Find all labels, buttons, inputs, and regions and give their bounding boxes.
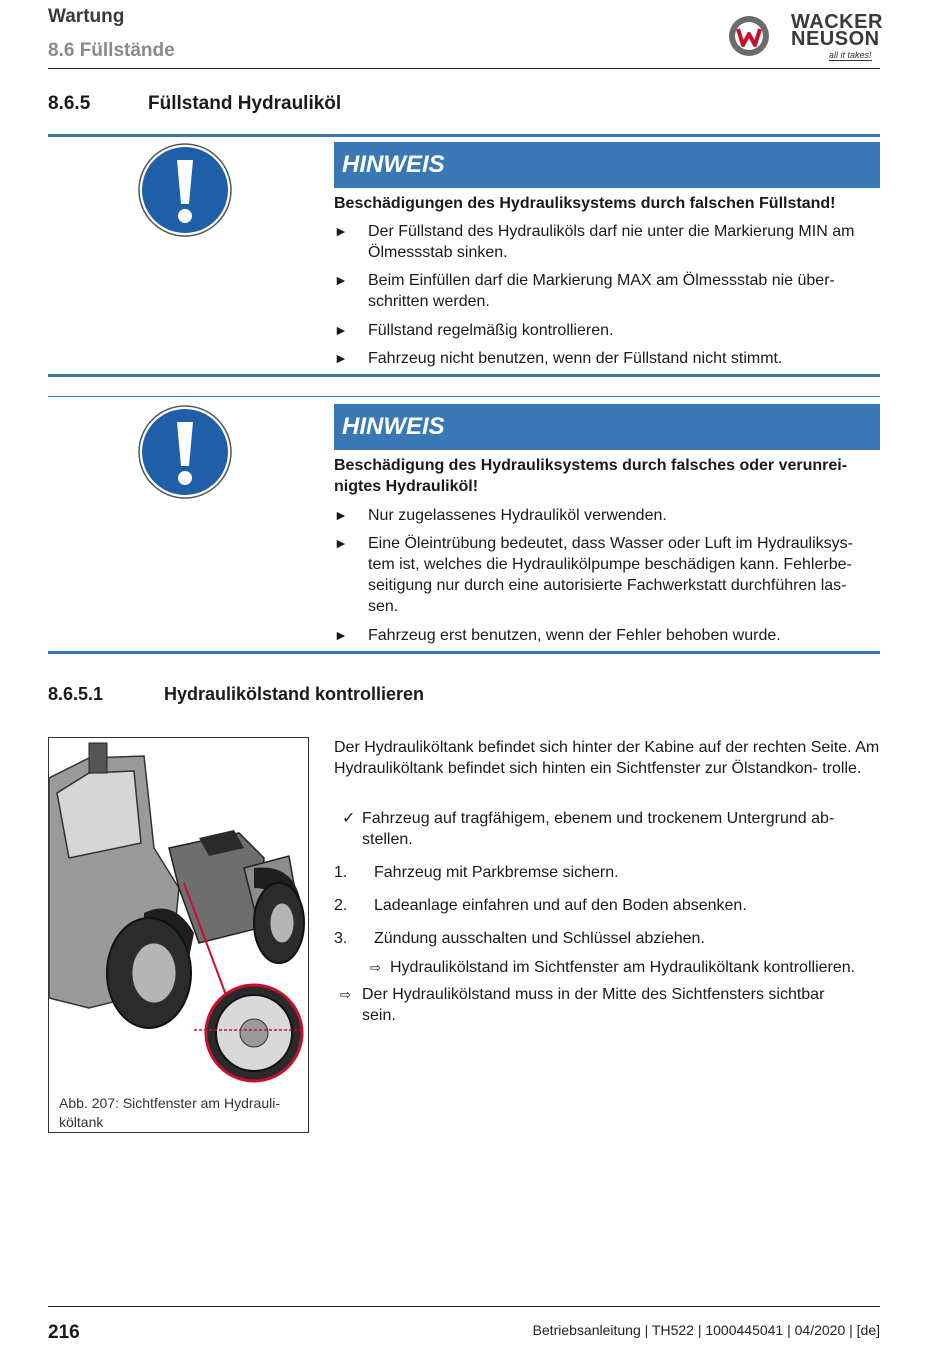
step-number: 3.: [334, 930, 348, 947]
page-number: 216: [48, 1322, 80, 1343]
list-item: ► Beim Einfüllen darf die Markierung MAX am Ölmessstab nie über- schritten werden.: [334, 272, 835, 310]
notice-label-bar: [334, 142, 880, 188]
result-arrow-icon: ⇨: [340, 987, 351, 1002]
list-item: ► Fahrzeug erst benutzen, wenn der Fehler behoben wurde.: [334, 627, 781, 644]
section-subtitle: 8.6 Füllstände: [48, 40, 175, 61]
list-item: ► Nur zugelassenes Hydrauliköl verwenden.: [334, 507, 667, 524]
checkmark-icon: ✓: [342, 810, 356, 827]
notice-top-rule: [48, 134, 880, 137]
subsection-number: 8.6.5.1: [48, 684, 104, 704]
telehandler-illustration: [49, 738, 308, 1088]
section-number: 8.6.5: [48, 93, 91, 114]
arrow-right-icon: ►: [334, 507, 348, 523]
notice-label-bar: [334, 404, 880, 450]
arrow-right-icon: ►: [334, 535, 348, 551]
step-text: Ladeanlage einfahren und auf den Boden absenken.: [374, 897, 747, 914]
list-item: ► Der Füllstand des Hydrauliköls darf nie unter die Markierung MIN am Ölmessstab sinken.: [334, 223, 855, 261]
list-item: ► Eine Öleintrübung bedeutet, dass Wasser oder Luft im Hydrauliksys- tem ist, welches die Hydraulikölpumpe beschädigen kann. Fehlerbe- seitigung nur durch eine autorisierte Fachwerkstatt durchführen las- sen.: [334, 535, 853, 615]
arrow-right-icon: ►: [334, 272, 348, 288]
notice-label: HINWEIS: [342, 151, 445, 178]
arrow-right-icon: ►: [334, 223, 348, 239]
step-number: 1.: [334, 864, 348, 881]
list-item: ► Füllstand regelmäßig kontrollieren.: [334, 322, 614, 339]
intro-paragraph: Der Hydrauliköltank befindet sich hinter der Kabine auf der rechten Seite. Am Hydrauliköltank befindet sich hinten ein Sichtfenster zur Ölstandkon- trolle.: [334, 739, 880, 777]
logo-mark-icon: [725, 12, 773, 60]
step-text: Fahrzeug mit Parkbremse sichern.: [374, 864, 619, 881]
notice-bottom-rule: [48, 374, 880, 377]
precondition-item: ✓ Fahrzeug auf tragfähigem, ebenem und trockenem Untergrund ab- stellen.: [342, 810, 835, 848]
section-title: Füllstand Hydrauliköl: [148, 93, 342, 114]
list-item: ► Fahrzeug nicht benutzen, wenn der Füllstand nicht stimmt.: [334, 350, 783, 367]
logo-wordmark: WACKER NEUSON: [791, 11, 883, 50]
exclamation-mandatory-icon: [137, 404, 233, 500]
result-arrow-icon: ⇨: [370, 960, 381, 975]
arrow-right-icon: ►: [334, 627, 348, 643]
figure-sight-glass: [48, 737, 309, 1133]
notice-top-rule: [48, 396, 880, 397]
notice-heading: Beschädigungen des Hydrauliksystems durch falschen Füllstand!: [334, 195, 836, 212]
arrow-right-icon: ►: [334, 322, 348, 338]
document-info: Betriebsanleitung | TH522 | 1000445041 | 04/2020 | [de]: [532, 1322, 880, 1338]
footer-divider: [48, 1306, 880, 1307]
step-number: 2.: [334, 897, 348, 914]
chapter-title: Wartung: [48, 6, 125, 27]
arrow-right-icon: ►: [334, 350, 348, 366]
step-text: Zündung ausschalten und Schlüssel abziehen.: [374, 930, 705, 947]
brand-logo: [725, 12, 885, 64]
notice-heading: Beschädigung des Hydrauliksystems durch falsches oder verunrei- nigtes Hydrauliköl!: [334, 457, 848, 495]
notice-label: HINWEIS: [342, 413, 445, 440]
logo-tagline: all it takes!: [829, 50, 872, 60]
figure-caption: Abb. 207: Sichtfenster am Hydrauli- költank: [59, 1095, 280, 1130]
final-result: ⇨ Der Hydraulikölstand muss in der Mitte des Sichtfensters sichtbar sein.: [340, 986, 825, 1024]
subsection-title: Hydraulikölstand kontrollieren: [164, 684, 425, 704]
header-divider: [48, 68, 880, 69]
notice-bottom-rule: [48, 651, 880, 654]
step-result: ⇨ Hydraulikölstand im Sichtfenster am Hydrauliköltank kontrollieren.: [370, 959, 856, 976]
exclamation-mandatory-icon: [137, 142, 233, 238]
